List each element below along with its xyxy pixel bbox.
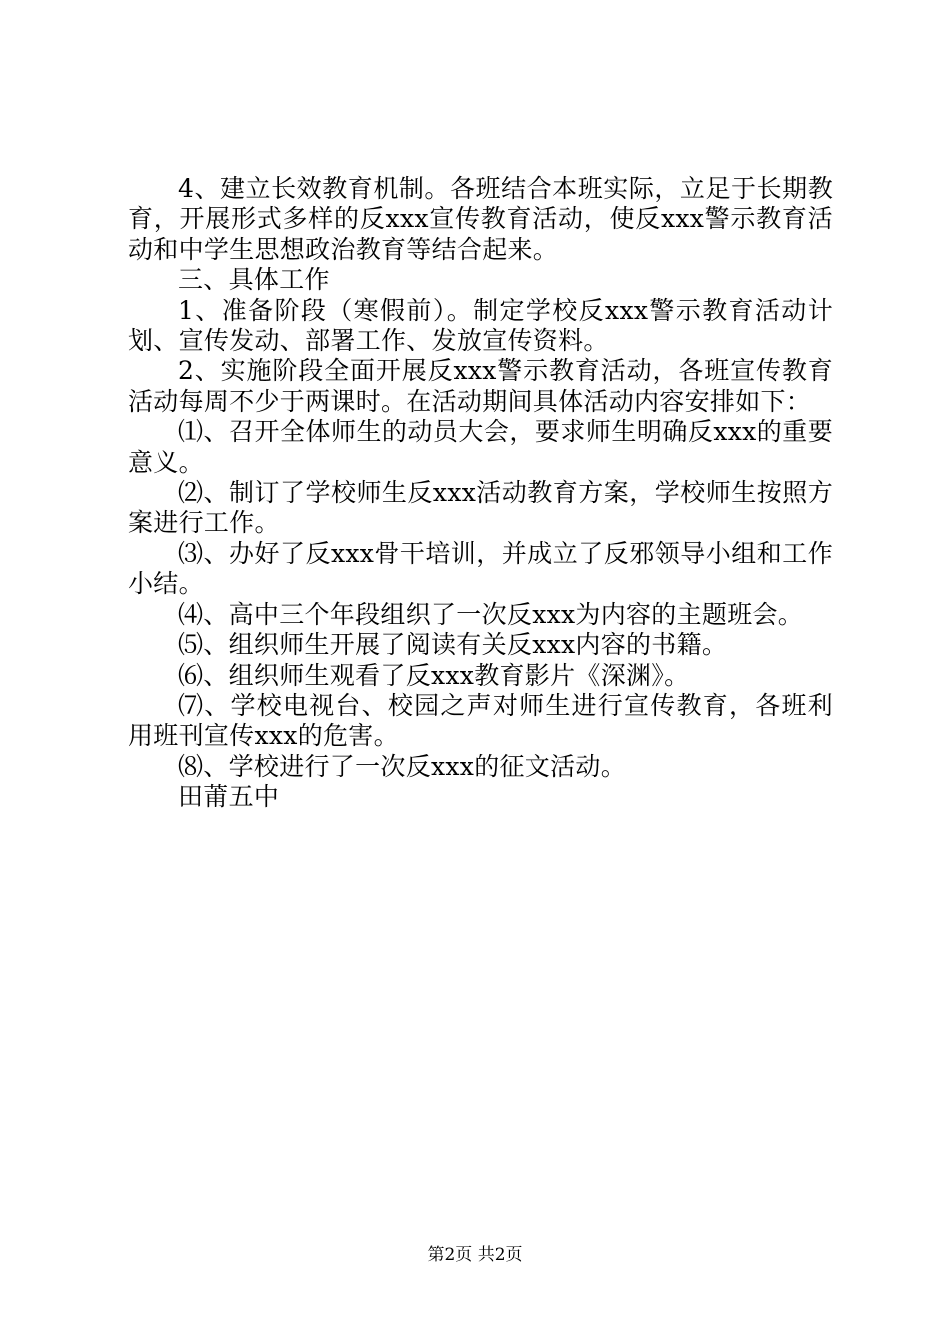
section-heading-specific-work: 三、具体工作 [178,265,330,295]
list-item-6-watch-film: ⑹、组织师生观看了反xxx教育影片《深渊》。 [178,660,690,690]
signature-school-name: 田莆五中 [178,782,280,812]
list-item-5-reading-books: ⑸、组织师生开展了阅读有关反xxx内容的书籍。 [178,630,728,660]
document-body [128,174,833,813]
list-item-4-theme-class-meeting: ⑷、高中三个年段组织了一次反xxx为内容的主题班会。 [178,599,804,629]
list-item-8-essay-activity: ⑻、学校进行了一次反xxx的征文活动。 [178,751,626,781]
paragraph-implementation-stage: 2、实施阶段全面开展反xxx警示教育活动，各班宣传教育活动每周不少于两课时。在活动期间具体活动内容安排如下： [128,356,833,416]
paragraph-preparation-stage: 1、准备阶段（寒假前）。制定学校反xxx警示教育活动计划、宣传发动、部署工作、发放宣传资料。 [128,295,833,356]
list-item-3-backbone-training: ⑶、办好了反xxx骨干培训，并成立了反邪领导小组和工作小结。 [128,538,833,599]
page-footer: 第2页 共2页 [427,1245,523,1265]
paragraph-item-4-long-term-mechanism: 4、建立长效教育机制。各班结合本班实际，立足于长期教育，开展形式多样的反xxx宣传教育活动，使反xxx警示教育活动和中学生思想政治教育等结合起来。 [128,174,833,264]
list-item-1-mobilization-meeting: ⑴、召开全体师生的动员大会，要求师生明确反xxx的重要意义。 [128,417,833,477]
list-item-2-education-plan: ⑵、制订了学校师生反xxx活动教育方案，学校师生按照方案进行工作。 [128,478,833,538]
list-item-7-tv-radio-publicity: ⑺、学校电视台、校园之声对师生进行宣传教育，各班利用班刊宣传xxx的危害。 [128,690,833,751]
